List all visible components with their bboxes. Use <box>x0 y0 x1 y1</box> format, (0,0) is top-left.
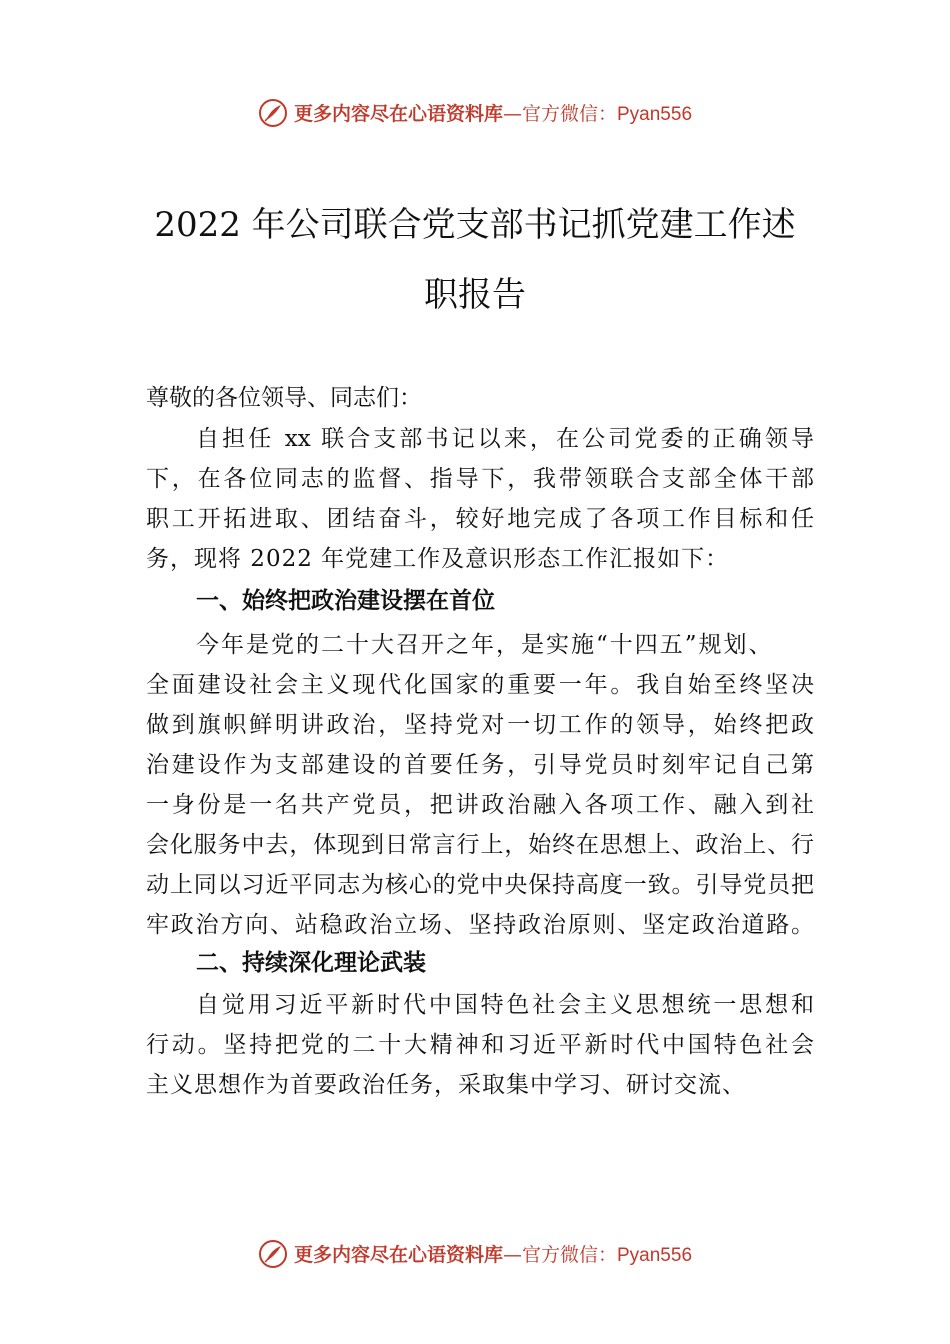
body-line: 自担任 xx 联合支部书记以来，在公司党委的正确领导 <box>196 426 814 452</box>
footer-banner <box>0 1240 950 1271</box>
banner-dash: — <box>502 1244 522 1266</box>
banner-account: Pyan556 <box>617 1245 693 1266</box>
body-line: 今年是党的二十大召开之年，是实施“十四五”规划、 <box>196 632 774 658</box>
body-line: 下，在各位同志的监督、指导下，我带领联合支部全体干部 <box>146 466 814 492</box>
body-line: 会化服务中去，体现到日常言行上，始终在思想上、政治上、行 <box>146 832 814 858</box>
banner-wechat-label: 官方微信： <box>521 1244 617 1266</box>
body-line: 治建设作为支部建设的首要任务，引导党员时刻牢记自己第 <box>146 752 814 778</box>
body-line: 做到旗帜鲜明讲政治，坚持党对一切工作的领导，始终把政 <box>146 712 814 738</box>
body-line: 主义思想作为首要政治任务，采取集中学习、研讨交流、 <box>146 1072 746 1098</box>
body-line: 自觉用习近平新时代中国特色社会主义思想统一思想和 <box>196 992 814 1018</box>
body-line: 行动。坚持把党的二十大精神和习近平新时代中国特色社会 <box>146 1032 814 1058</box>
body-line: 职工开拓进取、团结奋斗，较好地完成了各项工作目标和任 <box>146 506 814 532</box>
section-heading-1: 一、始终把政治建设摆在首位 <box>196 588 495 614</box>
banner-dash: — <box>502 103 522 125</box>
body-line: 动上同以习近平同志为核心的党中央保持高度一致。引导党员把 <box>146 872 814 898</box>
feather-pen-logo-icon <box>258 98 288 128</box>
body-line: 牢政治方向、站稳政治立场、坚持政治原则、坚定政治道路。 <box>146 912 814 938</box>
banner-brand: 更多内容尽在心语资料库 <box>293 103 503 125</box>
greeting: 尊敬的各位领导、同志们： <box>146 385 422 411</box>
document-title-line-1: 2022 年公司联合党支部书记抓党建工作述 <box>154 205 796 245</box>
document-title-line-2: 职报告 <box>424 275 526 315</box>
section-heading-2: 二、持续深化理论武装 <box>196 950 426 976</box>
body-line: 全面建设社会主义现代化国家的重要一年。我自始至终坚决 <box>146 672 814 698</box>
header-banner <box>0 99 950 130</box>
body-line: 务，现将 2022 年党建工作及意识形态工作汇报如下： <box>146 546 730 572</box>
feather-pen-logo-icon <box>258 1239 288 1269</box>
banner-account: Pyan556 <box>617 104 693 125</box>
banner-brand: 更多内容尽在心语资料库 <box>293 1244 503 1266</box>
body-line: 一身份是一名共产党员，把讲政治融入各项工作、融入到社 <box>146 792 814 818</box>
banner-wechat-label: 官方微信： <box>521 103 617 125</box>
